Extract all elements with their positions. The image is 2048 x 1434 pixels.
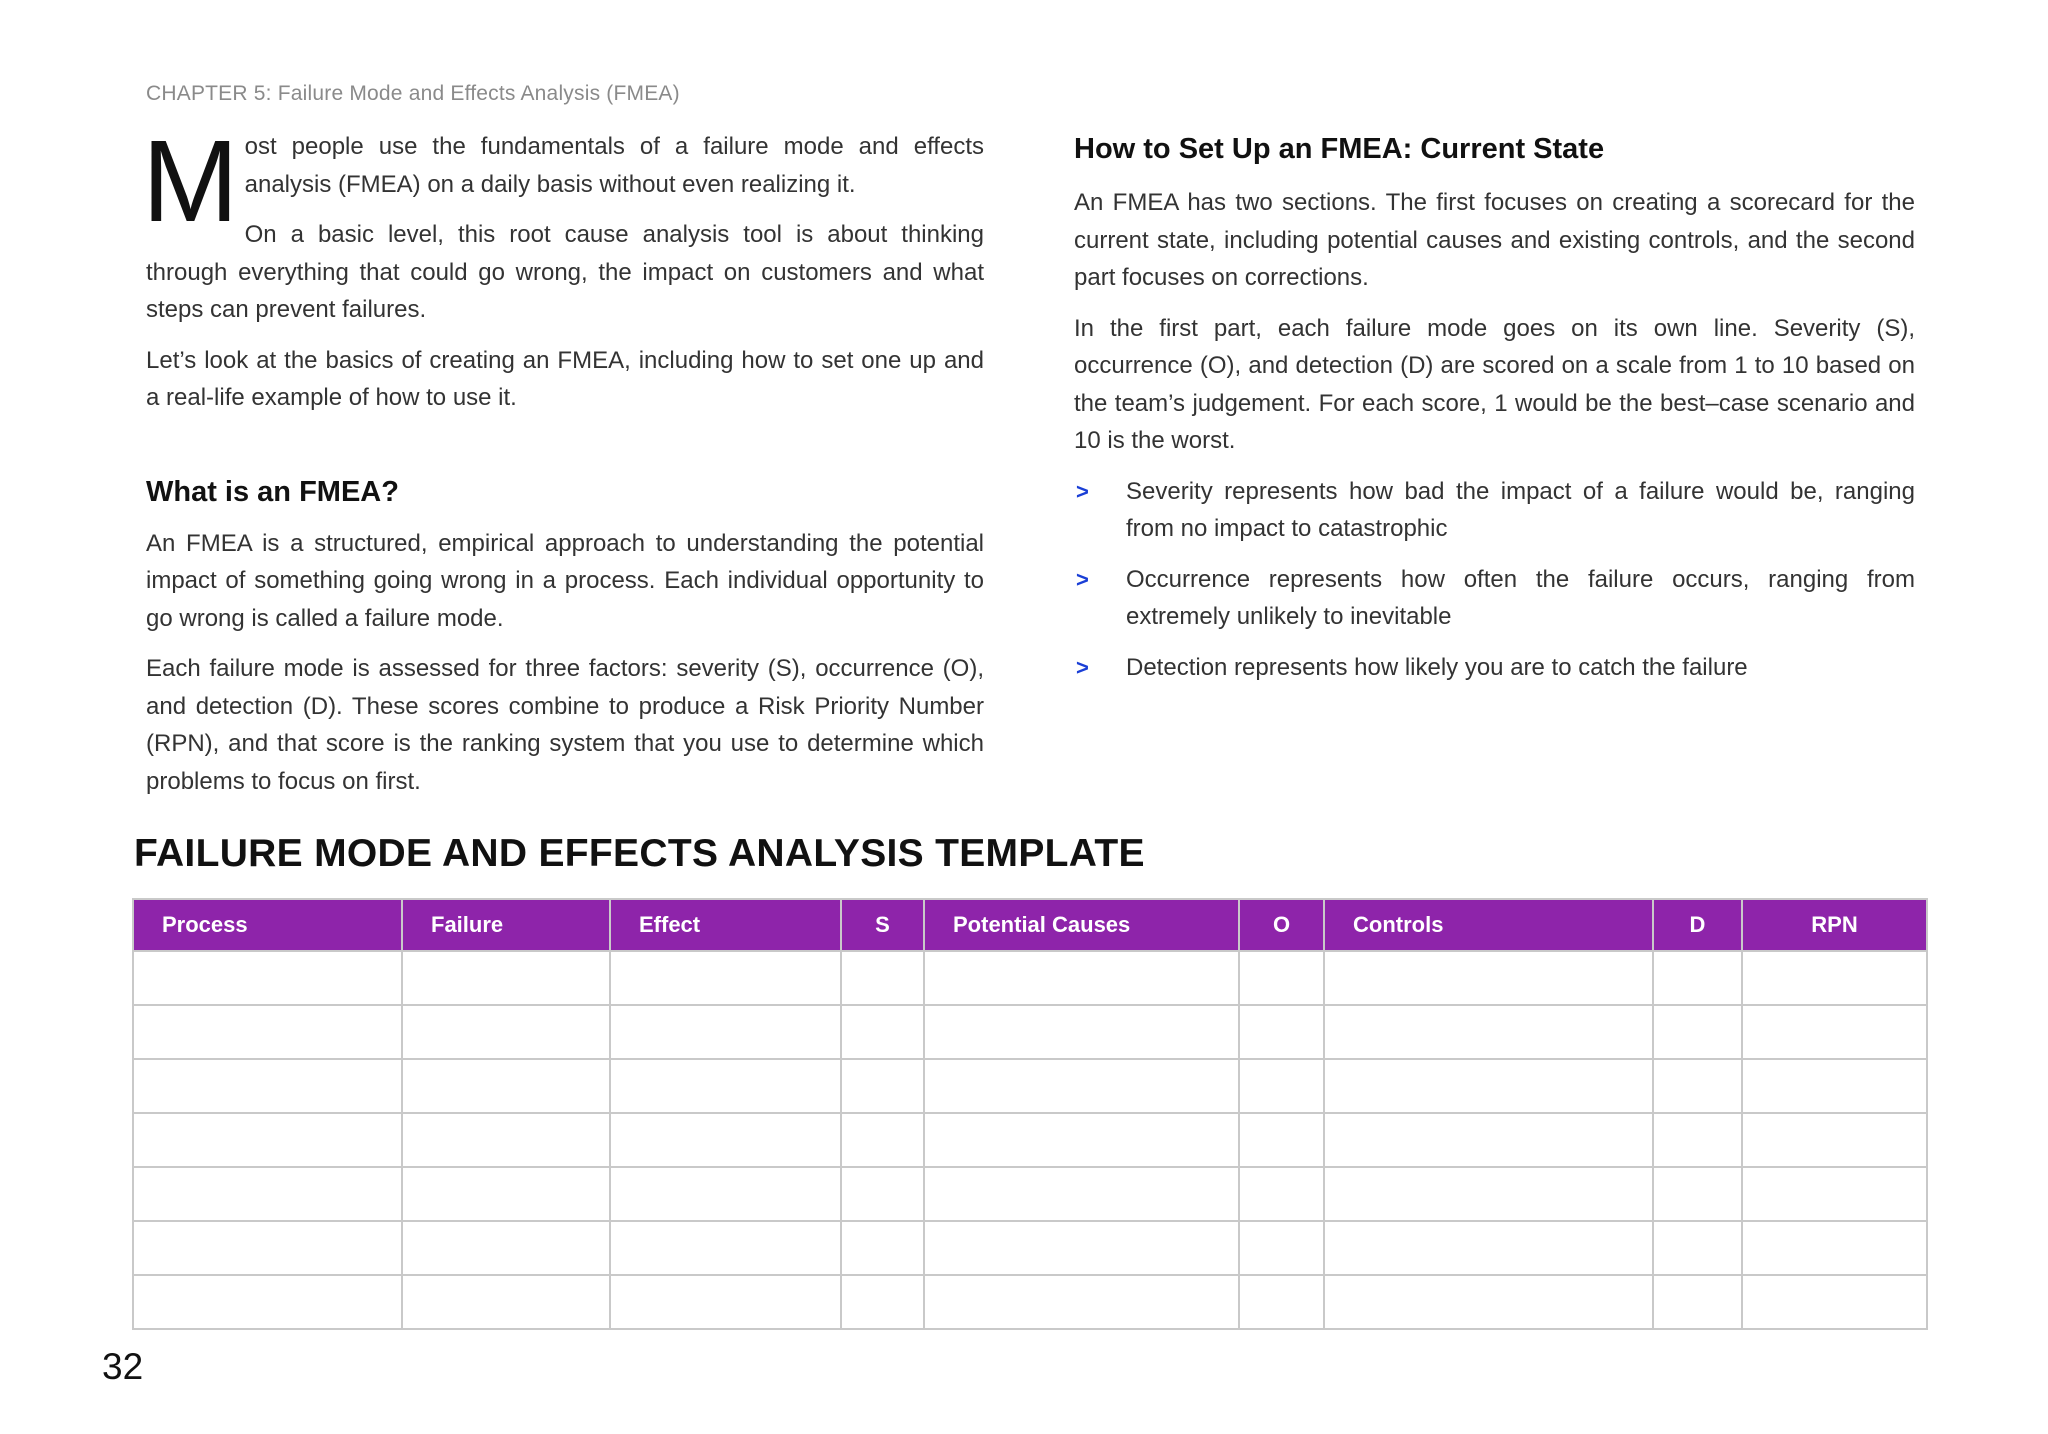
section-spacer <box>146 430 984 471</box>
table-cell <box>610 1275 841 1329</box>
chevron-right-icon: > <box>1076 654 1089 680</box>
table-cell <box>402 951 610 1005</box>
setup-paragraph-1: An FMEA has two sections. The first focuses on creating a scorecard for the current state, including potential causes and existing controls, and the second part focuses on corrections. <box>1074 189 1915 291</box>
table-cell <box>133 951 402 1005</box>
column-header-potential-causes: Potential Causes <box>924 899 1239 951</box>
table-cell <box>1239 1167 1324 1221</box>
table-cell <box>1324 1275 1653 1329</box>
table-cell <box>1653 1275 1742 1329</box>
what-is-paragraph-2: Each failure mode is assessed for three factors: severity (S), occurrence (O), and detection (D). These scores combine to produce a Risk Priority Number (RPN), and that score is the ranking system that you use to determine which problems to focus on first. <box>146 655 984 795</box>
table-row <box>133 1005 1927 1059</box>
chevron-right-icon: > <box>1076 566 1089 592</box>
table-row <box>133 1275 1927 1329</box>
table-cell <box>402 1275 610 1329</box>
table-cell <box>133 1005 402 1059</box>
table-cell <box>133 1221 402 1275</box>
bullet-text: Occurrence represents how often the failure occurs, ranging from extremely unlikely to inevitable <box>1126 565 1915 630</box>
table-cell <box>1742 1275 1927 1329</box>
table-row <box>133 1113 1927 1167</box>
table-cell <box>402 1221 610 1275</box>
drop-cap: M <box>142 116 239 246</box>
table-cell <box>133 1113 402 1167</box>
table-cell <box>133 1167 402 1221</box>
table-cell <box>402 1167 610 1221</box>
table-cell <box>1742 1167 1927 1221</box>
table-cell <box>841 1059 924 1113</box>
table-cell <box>1239 1059 1324 1113</box>
table-cell <box>1324 1113 1653 1167</box>
column-header-process: Process <box>133 899 402 951</box>
table-cell <box>610 1059 841 1113</box>
chapter-header: CHAPTER 5: Failure Mode and Effects Analysis (FMEA) <box>146 82 680 105</box>
table-cell <box>841 1275 924 1329</box>
column-header-severity: S <box>841 899 924 951</box>
column-header-detection: D <box>1653 899 1742 951</box>
table-cell <box>402 1005 610 1059</box>
chevron-right-icon: > <box>1076 478 1089 504</box>
table-cell <box>841 1167 924 1221</box>
intro-paragraph-3: Let’s look at the basics of creating an FMEA, including how to set one up and a real-life example of how to use it. <box>146 346 984 411</box>
table-cell <box>610 1005 841 1059</box>
table-cell <box>1653 951 1742 1005</box>
table-cell <box>924 951 1239 1005</box>
table-row <box>133 1221 1927 1275</box>
table-cell <box>924 1005 1239 1059</box>
table-cell <box>1653 1059 1742 1113</box>
intro-paragraph-2: On a basic level, this root cause analysis tool is about thinking through everything that could go wrong, the impact on customers and what steps can prevent failures. <box>146 221 984 323</box>
bullet-detection <box>1074 649 1915 687</box>
table-cell <box>1653 1221 1742 1275</box>
table-header-row <box>133 899 1927 951</box>
table-cell <box>924 1113 1239 1167</box>
table-cell <box>1324 1167 1653 1221</box>
table-cell <box>1239 1275 1324 1329</box>
table-cell <box>610 1221 841 1275</box>
table-cell <box>1742 1059 1927 1113</box>
table-cell <box>1239 951 1324 1005</box>
table-cell <box>1742 1221 1927 1275</box>
table-body <box>133 951 1927 1329</box>
table-cell <box>1239 1113 1324 1167</box>
table-cell <box>841 1005 924 1059</box>
table-cell <box>133 1275 402 1329</box>
table-cell <box>1742 1005 1927 1059</box>
table-cell <box>1742 1113 1927 1167</box>
table-cell <box>1324 1221 1653 1275</box>
table-cell <box>1324 1059 1653 1113</box>
table-cell <box>1742 951 1927 1005</box>
table-cell <box>1239 1005 1324 1059</box>
table-cell <box>402 1113 610 1167</box>
fmea-template-table <box>132 898 1928 1330</box>
table-row <box>133 1059 1927 1113</box>
table-cell <box>841 951 924 1005</box>
table-cell <box>610 1113 841 1167</box>
table-cell <box>841 1221 924 1275</box>
template-title: FAILURE MODE AND EFFECTS ANALYSIS TEMPLATE <box>134 832 1145 875</box>
table-cell <box>924 1221 1239 1275</box>
table-cell <box>1324 1005 1653 1059</box>
table-cell <box>610 951 841 1005</box>
table-cell <box>924 1059 1239 1113</box>
setup-heading: How to Set Up an FMEA: Current State <box>1074 133 1605 165</box>
table-cell <box>1653 1167 1742 1221</box>
table-row <box>133 951 1927 1005</box>
column-header-rpn: RPN <box>1742 899 1927 951</box>
column-header-failure: Failure <box>402 899 610 951</box>
intro-text-1: ost people use the fundamentals of a failure mode and effects analysis (FMEA) on a daily basis without even realizing it. <box>244 133 984 198</box>
column-header-effect: Effect <box>610 899 841 951</box>
what-is-paragraph-1: An FMEA is a structured, empirical approach to understanding the potential impact of something going wrong in a process. Each individual opportunity to go wrong is called a failure mode. <box>146 529 984 632</box>
table-cell <box>610 1167 841 1221</box>
what-is-heading: What is an FMEA? <box>146 475 399 508</box>
table-cell <box>1653 1005 1742 1059</box>
table-cell <box>1239 1221 1324 1275</box>
table-cell <box>924 1275 1239 1329</box>
intro-paragraph-1 <box>142 116 984 246</box>
bullet-occurrence <box>1074 561 1915 636</box>
table-cell <box>924 1167 1239 1221</box>
table-row <box>133 1167 1927 1221</box>
page-number: 32 <box>102 1346 144 1387</box>
bullet-text: Detection represents how likely you are to catch the failure <box>1126 653 1748 681</box>
column-header-occurrence: O <box>1239 899 1324 951</box>
table-cell <box>1324 951 1653 1005</box>
setup-paragraph-2: In the first part, each failure mode goes on its own line. Severity (S), occurrence (O), and detection (D) are scored on a scale from 1 to 10 based on the team’s judgement. For each score, 1 would be the best–case scenario and 10 is the worst. <box>1074 314 1915 454</box>
left-column <box>142 116 984 813</box>
bullet-severity <box>1074 473 1915 548</box>
score-bullet-list <box>1074 473 1915 687</box>
column-header-controls: Controls <box>1324 899 1653 951</box>
table-cell <box>841 1113 924 1167</box>
table-cell <box>402 1059 610 1113</box>
right-column <box>1074 128 1915 699</box>
table-cell <box>1653 1113 1742 1167</box>
bullet-text: Severity represents how bad the impact of a failure would be, ranging from no impact to catastrophic <box>1126 477 1915 542</box>
table-cell <box>133 1059 402 1113</box>
